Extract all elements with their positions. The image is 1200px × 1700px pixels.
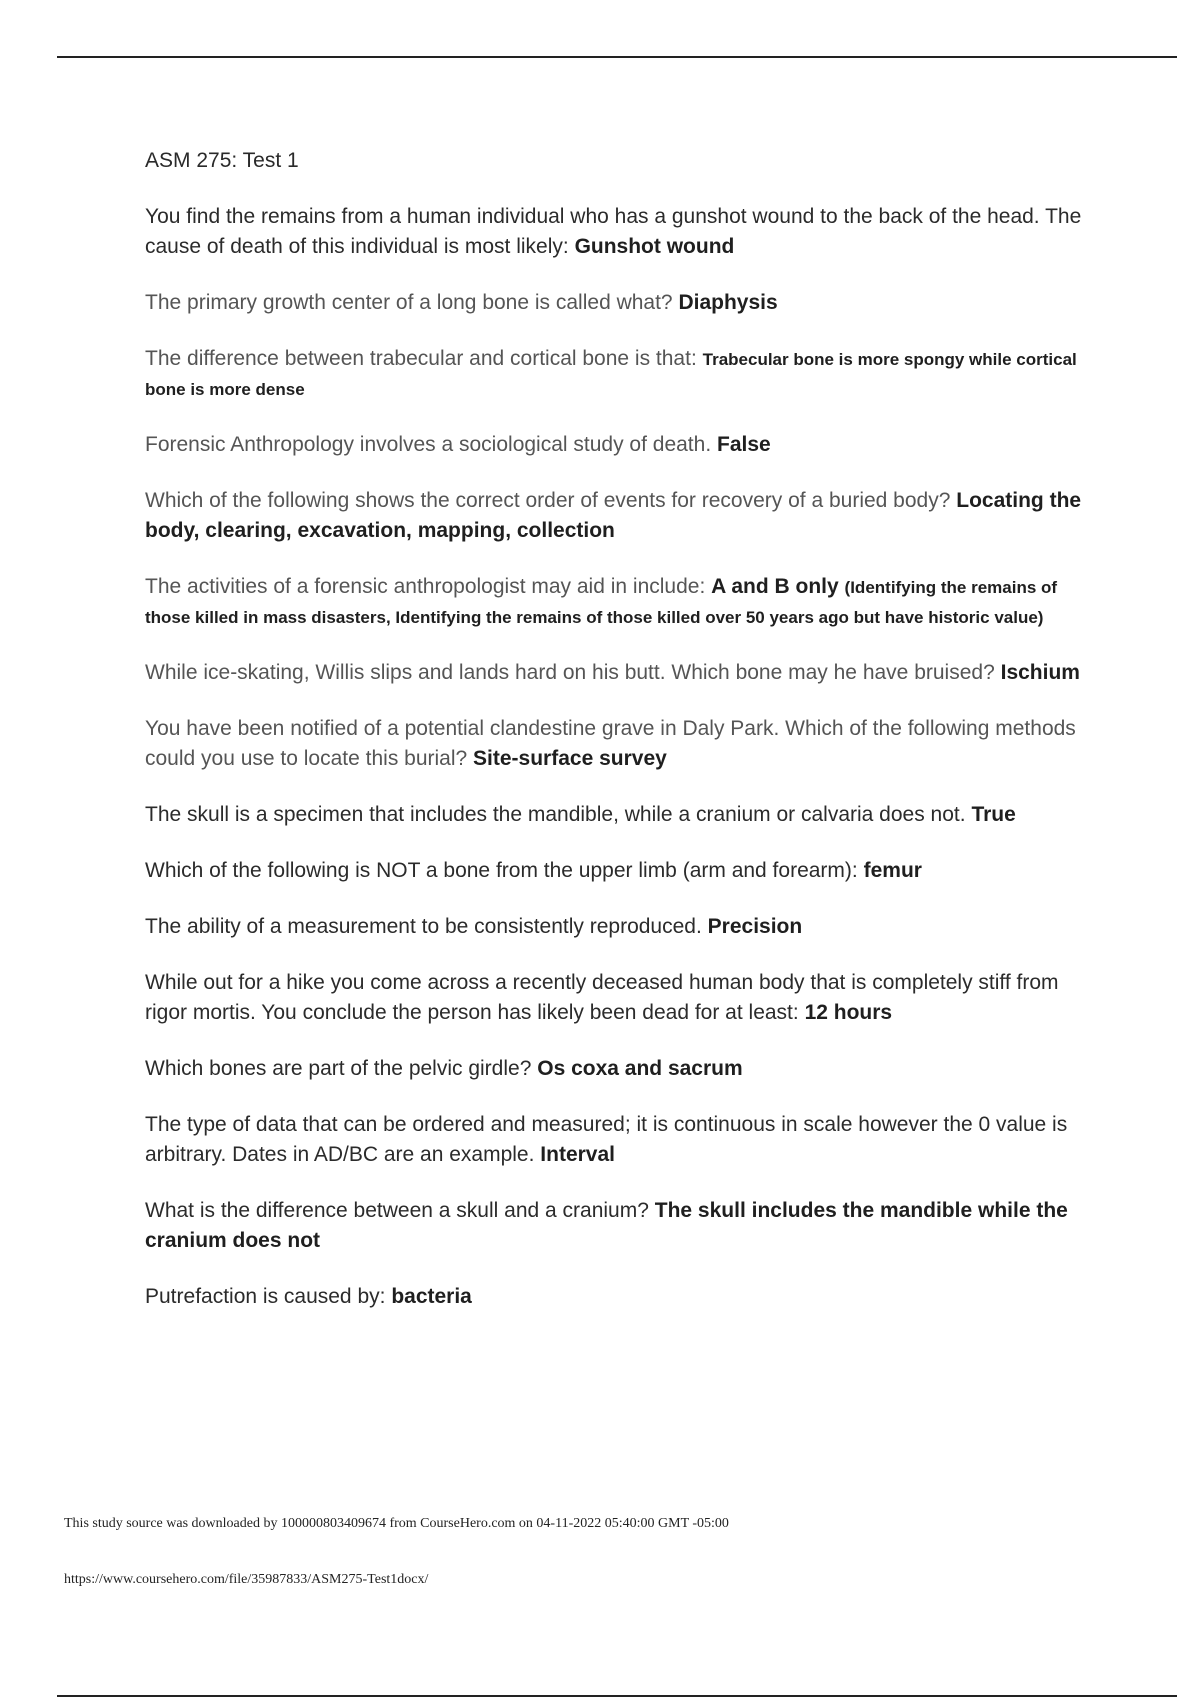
question-item <box>145 856 1095 886</box>
answer-text: Interval <box>540 1143 615 1166</box>
answer-text: Trabecular bone is more spongy while cortical bone is more dense <box>145 350 1077 399</box>
question-text: Which of the following is NOT a bone from the upper limb (arm and forearm): <box>145 859 858 882</box>
source-notice: This study source was downloaded by 100000803409674 from CourseHero.com on 04-11-2022 05:40:00 GMT -05:00 <box>64 1516 729 1531</box>
question-item <box>145 344 1095 404</box>
question-item <box>145 714 1095 774</box>
question-text: The ability of a measurement to be consistently reproduced. <box>145 915 702 938</box>
answer-text: 12 hours <box>804 1001 893 1024</box>
question-item <box>145 968 1095 1028</box>
question-text: You have been notified of a potential clandestine grave in Daly Park. Which of the following methods could you use to locate this burial? <box>145 717 1076 770</box>
question-item <box>145 912 1095 942</box>
answer-text: Precision <box>707 915 803 938</box>
answer-text: Gunshot wound <box>574 235 735 258</box>
question-text: Forensic Anthropology involves a sociological study of death. <box>145 433 712 456</box>
question-text: While out for a hike you come across a recently deceased human body that is completely stiff from rigor mortis. You conclude the person has likely been dead for at least: <box>145 971 1059 1024</box>
question-item <box>145 1196 1095 1256</box>
question-item <box>145 572 1095 632</box>
question-item <box>145 1054 1095 1084</box>
answer-text: False <box>717 433 771 456</box>
answer-detail: (Identifying the remains of those killed in mass disasters, Identifying the remains of those killed over 50 years ago but have historic value) <box>145 578 1058 627</box>
answer-text: Site-surface survey <box>473 747 667 770</box>
answer-text: The skull includes the mandible while the cranium does not <box>145 1199 1068 1252</box>
question-item <box>145 430 1095 460</box>
answer-text: femur <box>863 859 922 882</box>
page-title: ASM 275: Test 1 <box>145 149 299 172</box>
document-body <box>145 146 1095 1338</box>
question-item <box>145 800 1095 830</box>
question-text: Which bones are part of the pelvic girdle? <box>145 1057 532 1080</box>
answer-text: Diaphysis <box>678 291 778 314</box>
source-url[interactable]: https://www.coursehero.com/file/35987833/ASM275-Test1docx/ <box>64 1572 429 1587</box>
answer-text: Os coxa and sacrum <box>537 1057 743 1080</box>
answer-text: Locating the body, clearing, excavation, mapping, collection <box>145 489 1082 542</box>
question-item <box>145 658 1095 688</box>
question-item <box>145 1110 1095 1170</box>
question-text: Which of the following shows the correct order of events for recovery of a buried body? <box>145 489 951 512</box>
question-text: The activities of a forensic anthropologist may aid in include: <box>145 575 706 598</box>
top-rule <box>57 56 1177 58</box>
question-text: What is the difference between a skull and a cranium? <box>145 1199 649 1222</box>
question-item <box>145 288 1095 318</box>
answer-text: Ischium <box>1000 661 1080 684</box>
question-item <box>145 202 1095 262</box>
bottom-rule <box>57 1695 1177 1697</box>
answer-text: A and B only <box>711 575 839 598</box>
question-item <box>145 486 1095 546</box>
question-text: The type of data that can be ordered and measured; it is continuous in scale however the 0 value is arbitrary. Dates in AD/BC are an example. <box>145 1113 1068 1166</box>
answer-text: bacteria <box>391 1285 472 1308</box>
question-text: Putrefaction is caused by: <box>145 1285 386 1308</box>
question-text: The primary growth center of a long bone is called what? <box>145 291 673 314</box>
question-text: The skull is a specimen that includes the mandible, while a cranium or calvaria does not. <box>145 803 966 826</box>
answer-text: True <box>971 803 1016 826</box>
question-text: The difference between trabecular and cortical bone is that: <box>145 347 697 370</box>
question-item <box>145 1282 1095 1312</box>
question-text: You find the remains from a human individual who has a gunshot wound to the back of the head. The cause of death of this individual is most likely: <box>145 205 1082 258</box>
question-text: While ice-skating, Willis slips and lands hard on his butt. Which bone may he have bruised? <box>145 661 995 684</box>
